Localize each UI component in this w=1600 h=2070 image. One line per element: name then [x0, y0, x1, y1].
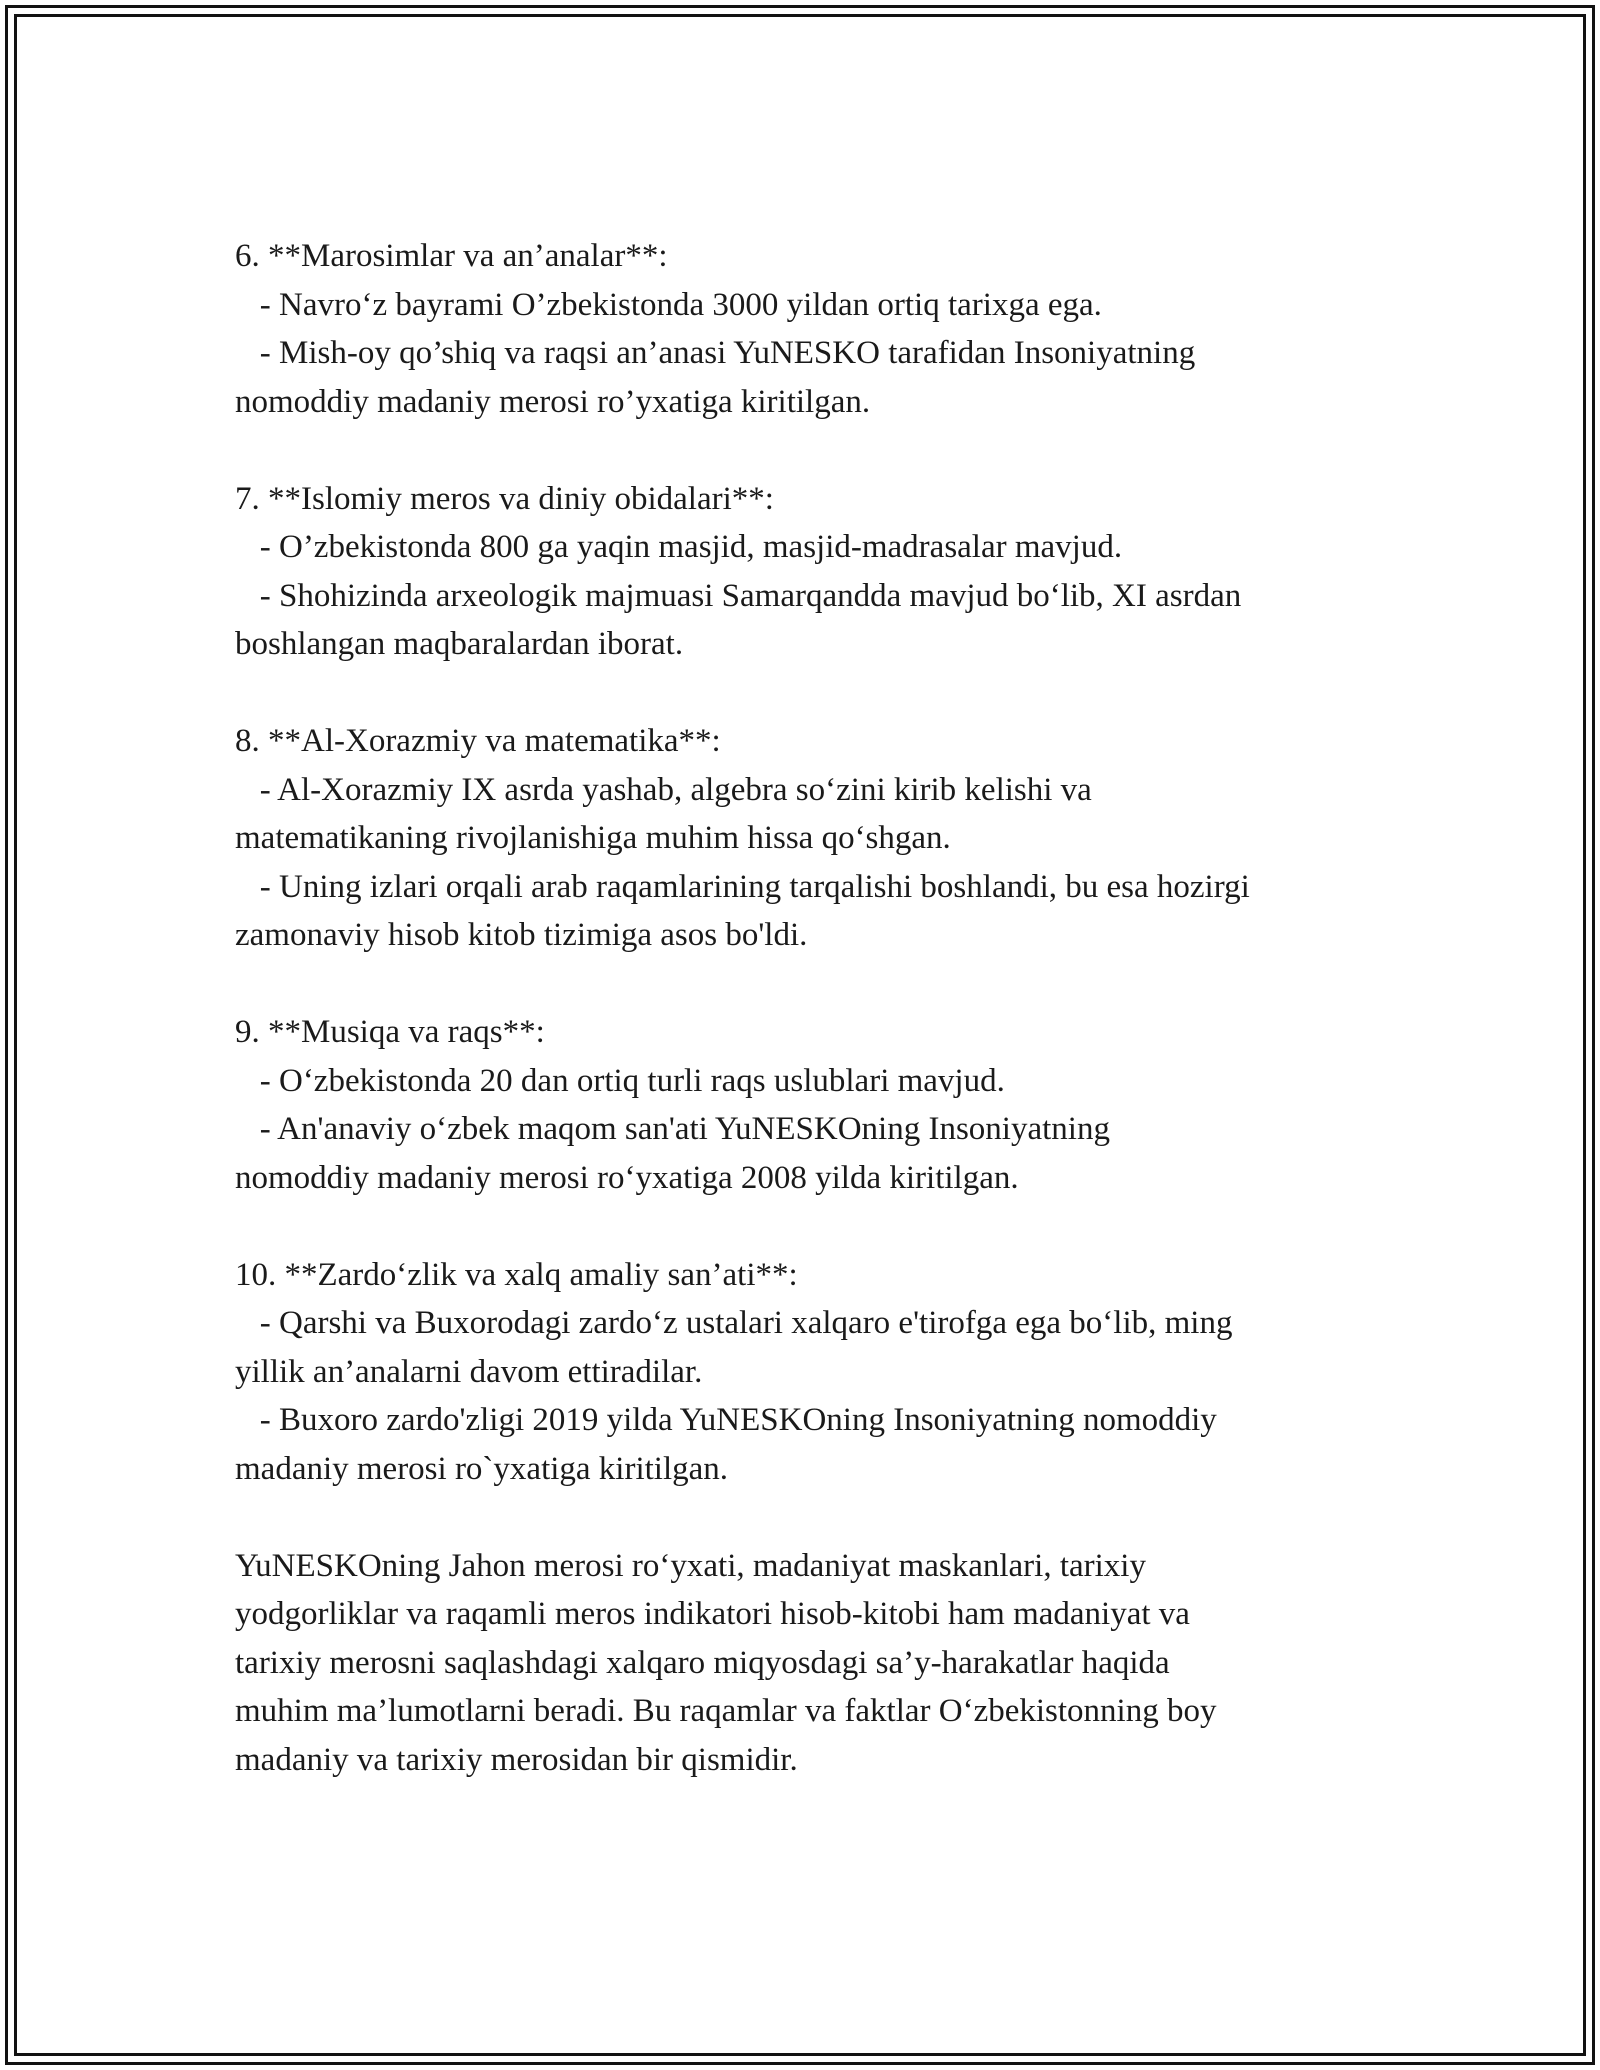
- closing-line: madaniy va tarixiy merosidan bir qismidir.: [235, 1741, 798, 1778]
- section-line: - O‘zbekistonda 20 dan ortiq turli raqs uslublari mavjud.: [235, 1062, 1005, 1099]
- section-line: zamonaviy hisob kitob tizimiga asos bo'ldi.: [235, 917, 808, 953]
- section-line: - Mish-oy qo’shiq va raqsi an’anasi YuNESKO tarafidan Insoniyatning: [235, 335, 1196, 371]
- section-heading: 7. **Islomiy meros va diniy obidalari**:: [235, 480, 774, 517]
- section-line: - O’zbekistonda 800 ga yaqin masjid, masjid-madrasalar mavjud.: [235, 529, 1123, 565]
- section-line: - An'anaviy o‘zbek maqom san'ati YuNESKOning Insoniyatning: [235, 1111, 1110, 1147]
- section-line: - Navro‘z bayrami O’zbekistonda 3000 yildan ortiq tarixga ega.: [235, 286, 1102, 323]
- section-heading: 9. **Musiqa va raqs**:: [235, 1014, 545, 1050]
- section-line: nomoddiy madaniy merosi ro’yxatiga kiritilgan.: [235, 383, 871, 420]
- section-line: - Uning izlari orqali arab raqamlarining tarqalishi boshlandi, bu esa hozirgi: [235, 868, 1250, 905]
- section-line: - Shohizinda arxeologik majmuasi Samarqandda mavjud bo‘lib, XI asrdan: [235, 577, 1242, 614]
- section-heading: 6. **Marosimlar va an’analar**:: [235, 238, 668, 274]
- closing-line: YuNESKOning Jahon merosi ro‘yxati, madaniyat maskanlari, tarixiy: [235, 1547, 1146, 1584]
- closing-line: yodgorliklar va raqamli meros indikatori hisob-kitobi ham madaniyat va: [235, 1596, 1190, 1632]
- section-line: matematikaning rivojlanishiga muhim hissa qo‘shgan.: [235, 820, 951, 856]
- section-line: nomoddiy madaniy merosi ro‘yxatiga 2008 yilda kiritilgan.: [235, 1159, 1019, 1196]
- document-body: [235, 232, 1375, 1833]
- section-heading: 10. **Zardo‘zlik va xalq amaliy san’ati**:: [235, 1256, 798, 1293]
- section-al-xorazmiy: [235, 717, 1375, 960]
- section-line: - Qarshi va Buxorodagi zardo‘z ustalari xalqaro e'tirofga ega bo‘lib, ming: [235, 1305, 1233, 1341]
- closing-line: muhim ma’lumotlarni beradi. Bu raqamlar va faktlar O‘zbekistonning boy: [235, 1693, 1217, 1729]
- section-musiqa-raqs: [235, 1008, 1375, 1202]
- section-islomiy-meros: [235, 475, 1375, 669]
- section-line: - Al-Xorazmiy IX asrda yashab, algebra so‘zini kirib kelishi va: [235, 771, 1092, 808]
- section-line: - Buxoro zardo'zligi 2019 yilda YuNESKOning Insoniyatning nomoddiy: [235, 1402, 1217, 1438]
- section-line: boshlangan maqbaralardan iborat.: [235, 626, 684, 662]
- section-heading: 8. **Al-Xorazmiy va matematika**:: [235, 723, 721, 759]
- closing-paragraph: [235, 1542, 1375, 1785]
- section-line: yillik an’analarni davom ettiradilar.: [235, 1353, 703, 1390]
- closing-line: tarixiy merosni saqlashdagi xalqaro miqyosdagi sa’y-harakatlar haqida: [235, 1644, 1170, 1681]
- section-zardozlik: [235, 1251, 1375, 1494]
- section-line: madaniy merosi ro`yxatiga kiritilgan.: [235, 1450, 729, 1487]
- section-marosimlar: [235, 232, 1375, 426]
